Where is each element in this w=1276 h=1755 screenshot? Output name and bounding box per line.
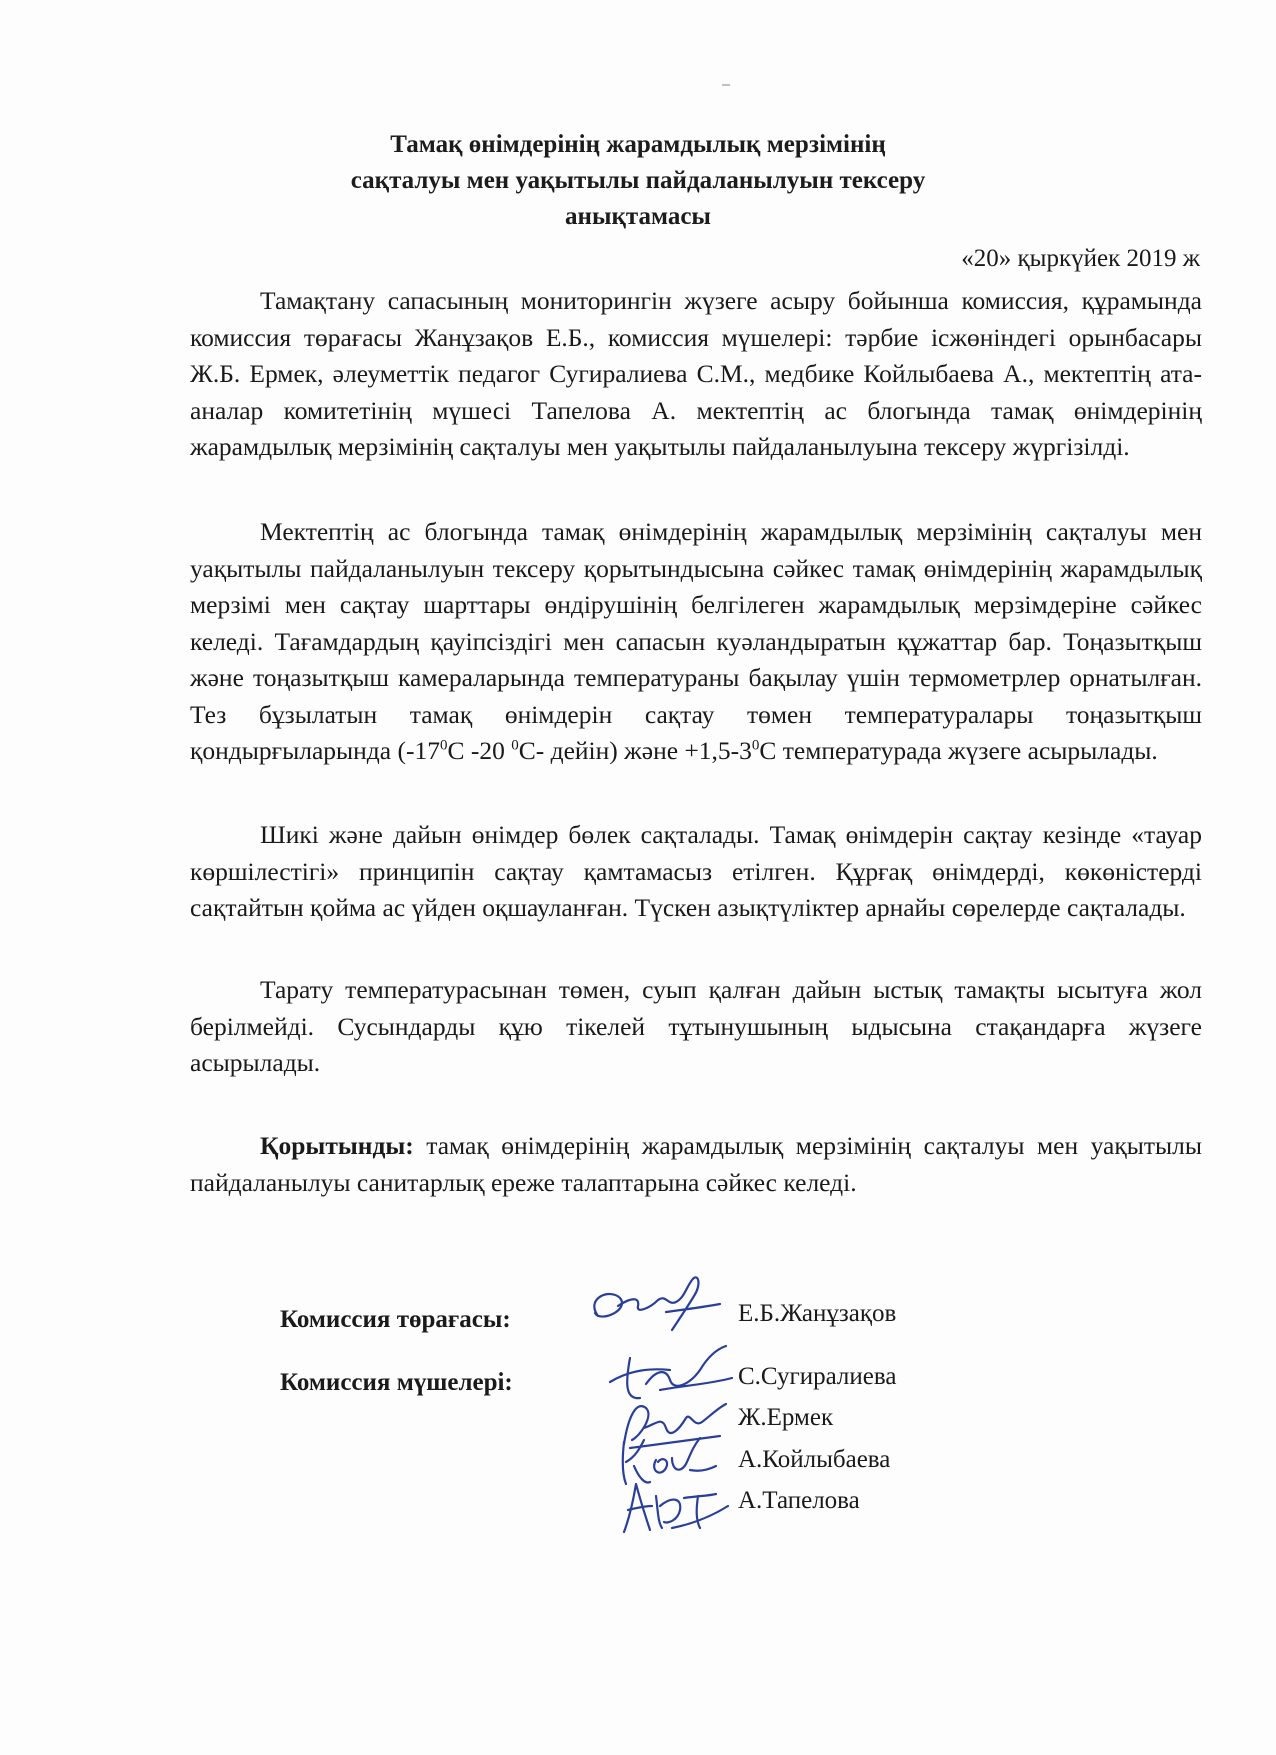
- document-title: [0, 127, 1276, 235]
- member-signature-3: [610, 1430, 720, 1490]
- conclusion-text: [190, 1128, 1202, 1201]
- members-label: Комиссия мүшелері:: [280, 1369, 513, 1396]
- chair-name: Е.Б.Жанұзақов: [738, 1300, 897, 1327]
- paragraph-1-text: Тамақтану сапасының мониторингін жүзеге асыру бойынша комиссия, құрамында комиссия төрағасы Жанұзақов Е.Б., комиссия мүшелері: тәрбие ісжөніндегі орынбасары Ж.Б. Ермек, әлеуметтік педагог Сугиралиева С.М., медбике Койлыбаева А., мектептің ата-аналар комитетінің мүшесі Тапелова А. мектептің ас блогында тамақ өнімдерінің жарамдылық мерзімінің сақталуы мен уақытылы пайдаланылуына тексеру жүргізілді.: [190, 286, 1202, 461]
- scan-speck: [722, 84, 730, 86]
- paragraph-2-part-3: С- дейін) және +1,5-3: [518, 736, 752, 765]
- conclusion-label: Қорытынды:: [260, 1131, 414, 1160]
- title-line-1: Тамақ өнімдерінің жарамдылық мерзімінің: [390, 131, 886, 158]
- paragraph-2-text: [190, 514, 1202, 770]
- member-name-1: С.Сугиралиева: [738, 1363, 897, 1390]
- paragraph-1: [190, 283, 1202, 466]
- member-signature-4: [612, 1476, 732, 1536]
- conclusion-body: тамақ өнімдерінің жарамдылық мерзімінің сақталуы мен уақытылы пайдаланылуы санитарлық ереже талаптарына сәйкес келеді.: [190, 1131, 1202, 1197]
- conclusion-paragraph: [190, 1128, 1202, 1201]
- paragraph-4-text: Тарату температурасынан төмен, суып қалған дайын ыстық тамақты ысытуға жол берілмейді. Сусындарды құю тікелей тұтынушының ыдысына стақандарға жүзеге асырылады.: [190, 975, 1202, 1077]
- paragraph-2-part-2: С -20: [447, 736, 512, 765]
- title-line-2: сақталуы мен уақытылы пайдаланылуын тексеру: [350, 167, 926, 194]
- paragraph-2-part-1: Мектептің ас блогында тамақ өнімдерінің жарамдылық мерзімінің сақталуы мен уақытылы пайдаланылуын тексеру қорытындысына сәйкес тамақ өнімдерінің жарамдылық мерзімі мен сақтау шарттары өндірушінің белгілеген жарамдылық мерзімдеріне сәйкес келеді. Тағамдардың қауіпсіздігі мен сапасын куәландыратын құжаттар бар. Тоңазытқыш және тоңазытқыш камераларында температураны бақылау үшін термометрлер орнатылған. Тез бұзылатын тамақ өнімдерін сақтау төмен температуралары тоңазытқыш қондырғыларында (-17: [190, 517, 1202, 765]
- member-signature-1: [600, 1340, 740, 1410]
- member-name-4: А.Тапелова: [738, 1487, 860, 1514]
- paragraph-4: [190, 972, 1202, 1082]
- title-line-3: анықтамасы: [565, 203, 711, 230]
- chair-label: Комиссия төрағасы:: [280, 1306, 511, 1333]
- document-date: «20» қыркүйек 2019 ж: [961, 245, 1200, 272]
- degree-sup-3: 0: [751, 737, 760, 754]
- member-name-3: А.Койлыбаева: [738, 1446, 891, 1473]
- paragraph-2: [190, 514, 1202, 770]
- chair-signature: [580, 1268, 730, 1338]
- paragraph-3-text: Шикі және дайын өнімдер бөлек сақталады. Тамақ өнімдерін сақтау кезінде «тауар көршілестігі» принципін сақтау қамтамасыз етілген. Құрғақ өнімдерді, көкөністерді сақтайтын қойма ас үйден оқшауланған. Түскен азықтүліктер арнайы сөрелерде сақталады.: [190, 820, 1202, 922]
- member-signature-2: [610, 1388, 730, 1458]
- paragraph-3: [190, 817, 1202, 927]
- member-name-2: Ж.Ермек: [738, 1404, 834, 1431]
- paragraph-2-part-4: С температурада жүзеге асырылады.: [759, 736, 1158, 765]
- degree-sup-2: 0: [511, 737, 519, 754]
- degree-sup-1: 0: [439, 737, 448, 754]
